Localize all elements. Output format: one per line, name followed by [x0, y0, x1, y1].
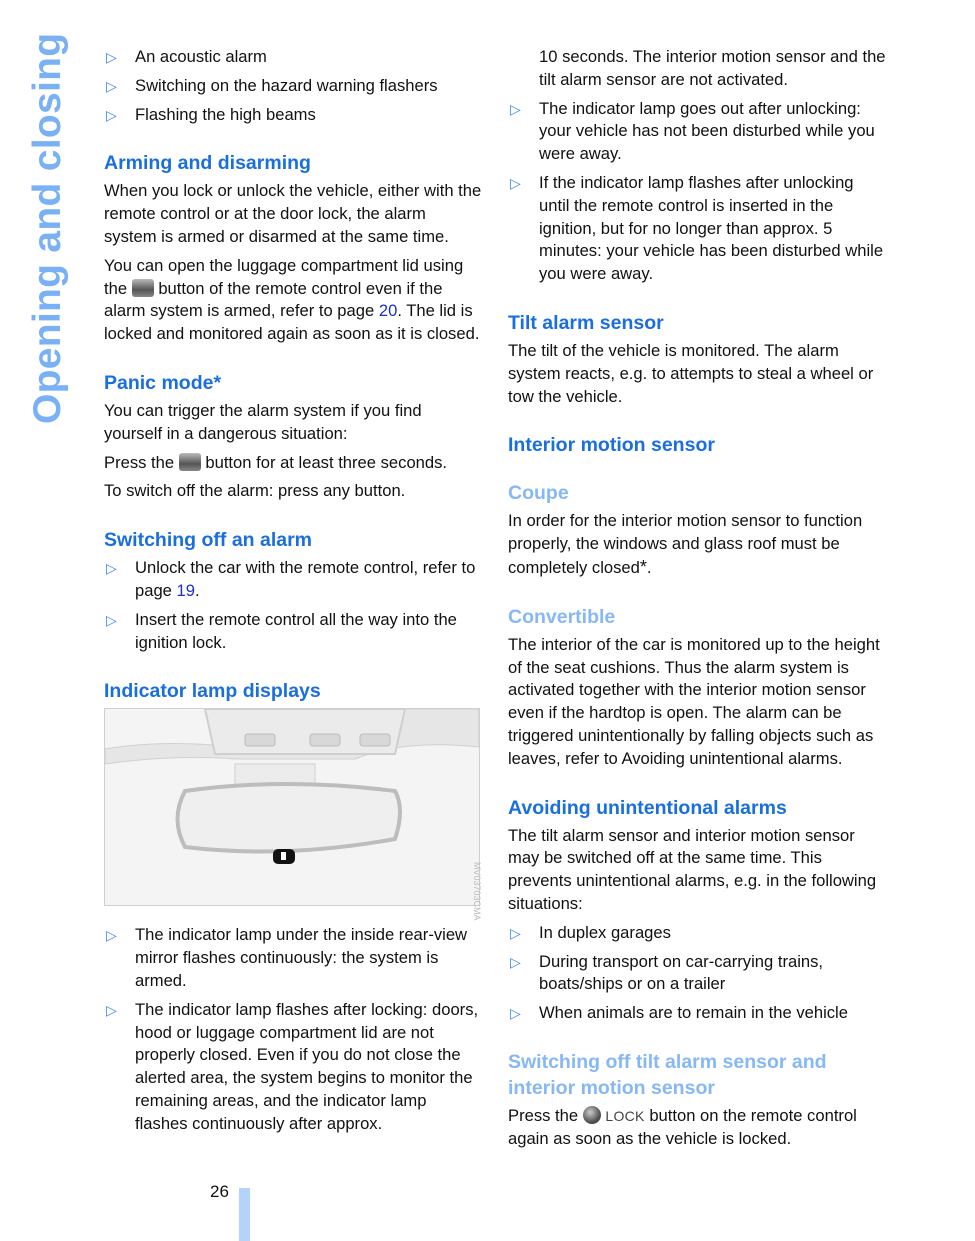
list-item: ▷ An acoustic alarm	[104, 46, 482, 69]
list-item: ▷ Unlock the car with the remote control, refer to page 19.	[106, 558, 476, 600]
chapter-title: Opening and closing	[26, 32, 69, 424]
paragraph: You can open the luggage compartment lid using the button of the remote control even if the alarm system is armed, refer to page 20. The lid is locked and monitored again as soon as it is closed.	[104, 255, 480, 344]
triangle-bullet-icon: ▷	[510, 1005, 521, 1022]
page-marker-bar	[239, 1188, 250, 1241]
paragraph: The interior of the car is monitored up to the height of the seat cushions. Thus the alarm system is activated together with the interior motion sensor even if the hardtop is open. The alarm can be triggered unintentionally by falling objects such as leaves, refer to Avoiding unintentional alarms.	[508, 634, 880, 768]
avoid-bullet-list	[508, 922, 886, 1025]
section-heading-avoid: Avoiding unintentional alarms	[508, 796, 787, 819]
paragraph: The tilt alarm sensor and interior motion sensor may be switched off at the same time. This prevents unintentional alarms, e.g. in the following situations:	[508, 825, 877, 913]
triangle-bullet-icon: ▷	[510, 924, 521, 941]
section-heading-panic: Panic mode*	[104, 371, 222, 394]
list-item: ▷ The indicator lamp goes out after unlocking: your vehicle has not been disturbed while you were away.	[510, 98, 875, 164]
unlock-bullet-list	[508, 98, 886, 286]
trunk-button-icon	[132, 279, 154, 297]
triangle-bullet-icon: ▷	[106, 927, 117, 944]
right-column	[508, 46, 886, 1157]
rearview-mirror-illustration	[104, 708, 480, 906]
list-item: ▷ During transport on car-carrying trains, boats/ships or on a trailer	[510, 951, 824, 994]
left-column	[104, 46, 482, 1142]
page-number: 26	[210, 1182, 229, 1201]
section-heading-indicator: Indicator lamp displays	[104, 680, 321, 703]
list-item: ▷ Switching on the hazard warning flashers	[104, 75, 482, 98]
paragraph: Press the LOCK button on the remote control again as soon as the vehicle is locked.	[508, 1105, 857, 1148]
switch-off-bullet-list	[104, 557, 482, 654]
section-heading-interior: Interior motion sensor	[508, 434, 715, 457]
mirror-drawing-icon	[105, 709, 479, 905]
list-item: ▷ Insert the remote control all the way into the ignition lock.	[106, 609, 457, 652]
triangle-bullet-icon: ▷	[510, 953, 521, 970]
figure-code: MV03703CMA	[472, 862, 482, 921]
triangle-bullet-icon: ▷	[106, 77, 117, 94]
triangle-bullet-icon: ▷	[106, 49, 117, 65]
triangle-bullet-icon: ▷	[106, 560, 117, 577]
paragraph: To switch off the alarm: press any button.	[104, 481, 406, 501]
panic-button-icon	[179, 453, 201, 471]
triangle-bullet-icon: ▷	[510, 100, 521, 117]
list-item: ▷ Flashing the high beams	[104, 104, 482, 127]
triangle-bullet-icon: ▷	[106, 611, 117, 628]
subheading-coupe: Coupe	[508, 482, 569, 505]
paragraph: You can trigger the alarm system if you find yourself in a dangerous situation:	[104, 400, 422, 443]
triangle-bullet-icon: ▷	[106, 106, 117, 123]
list-item: ▷ The indicator lamp under the inside rear-view mirror flashes continuously: the system is armed.	[106, 925, 468, 990]
lock-label: LOCK	[605, 1107, 645, 1124]
triangle-bullet-icon: ▷	[106, 1001, 117, 1018]
section-heading-tilt: Tilt alarm sensor	[508, 311, 664, 334]
paragraph: The tilt of the vehicle is monitored. The alarm system reacts, e.g. to attempts to steal a wheel or tow the vehicle.	[508, 340, 874, 406]
page-link-19[interactable]: 19	[176, 580, 196, 600]
paragraph: In order for the interior motion sensor to function properly, the windows and glass roof must be completely closed*.	[508, 511, 863, 577]
lock-button-icon	[583, 1106, 601, 1124]
list-item: ▷ If the indicator lamp flashes after unlocking until the remote control is inserted in the ignition, but for no longer than approx. 5 minutes: your vehicle has been disturbed while you were away.	[510, 172, 884, 284]
triangle-bullet-icon: ▷	[510, 174, 521, 191]
paragraph: When you lock or unlock the vehicle, either with the remote control or at the door lock, the alarm system is armed or disarmed at the same time.	[104, 181, 482, 246]
subheading-switch-tilt: Switching off tilt alarm sensor and interior motion sensor	[508, 1050, 827, 1099]
footnote-star: *	[639, 556, 647, 577]
indicator-bullet-list	[104, 924, 482, 1135]
paragraph-continuation: 10 seconds. The interior motion sensor and the tilt alarm sensor are not activated.	[539, 47, 886, 89]
list-item: ▷ In duplex garages	[508, 922, 886, 945]
section-heading-switch-off: Switching off an alarm	[104, 529, 313, 552]
section-heading-arming: Arming and disarming	[104, 152, 311, 175]
page-link-20[interactable]: 20	[378, 301, 398, 321]
list-item: ▷ When animals are to remain in the vehicle	[508, 1002, 886, 1025]
list-item: ▷ The indicator lamp flashes after locking: doors, hood or luggage compartment lid are not properly closed. Even if you do not close the alerted area, the system begins to monitor the remaining areas, and the indicator lamp flashes continuously after approx.	[106, 999, 479, 1133]
intro-bullet-list	[104, 46, 482, 126]
subheading-convertible: Convertible	[508, 605, 616, 628]
paragraph: Press the button for at least three seconds.	[104, 452, 448, 472]
